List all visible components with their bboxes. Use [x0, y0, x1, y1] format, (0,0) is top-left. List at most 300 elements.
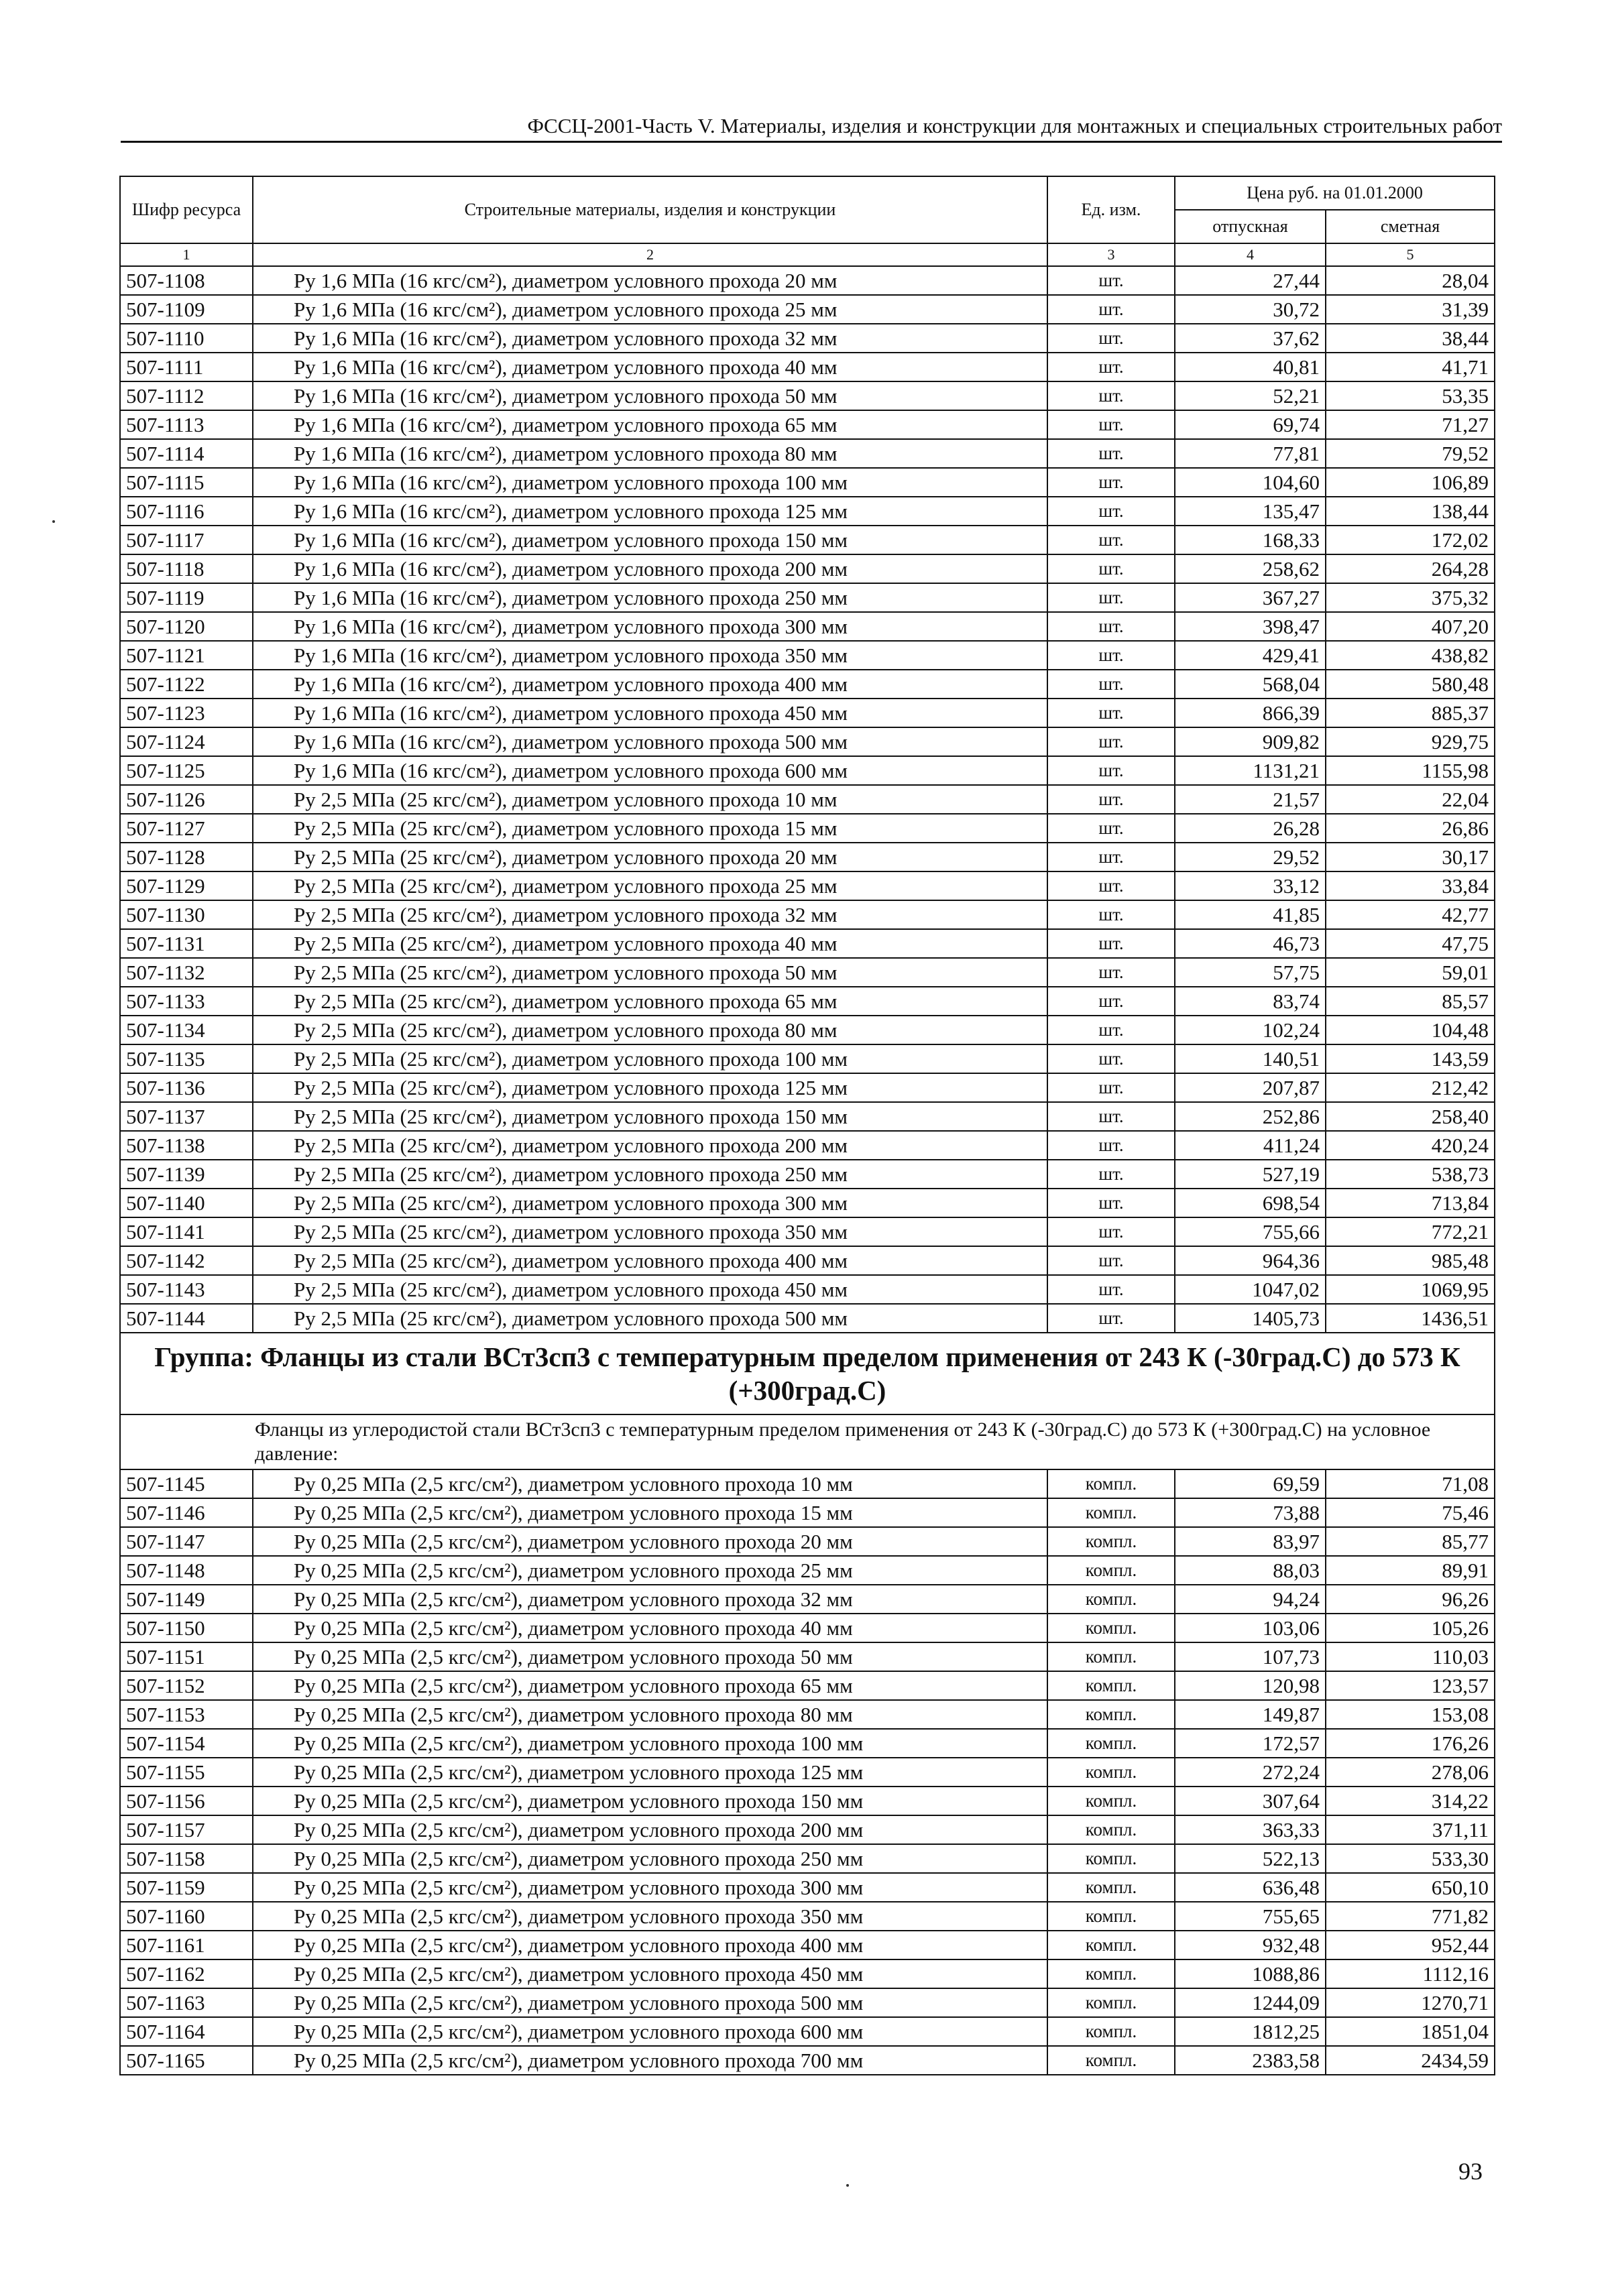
estimate-price: 47,75	[1326, 929, 1495, 958]
column-number-row	[120, 243, 1495, 266]
resource-code: 507-1136	[120, 1073, 253, 1102]
table-row	[120, 929, 1495, 958]
table-row	[120, 526, 1495, 554]
item-description: Ру 0,25 МПа (2,5 кгс/см²), диаметром условного прохода 700 мм	[253, 2046, 1047, 2075]
table-row	[120, 1758, 1495, 1787]
unit-of-measure: шт.	[1047, 1304, 1175, 1333]
item-description: Ру 0,25 МПа (2,5 кгс/см²), диаметром условного прохода 32 мм	[253, 1585, 1047, 1614]
item-description: Ру 1,6 МПа (16 кгс/см²), диаметром условного прохода 250 мм	[253, 583, 1047, 612]
item-description: Ру 0,25 МПа (2,5 кгс/см²), диаметром условного прохода 250 мм	[253, 1844, 1047, 1873]
table-row	[120, 670, 1495, 699]
unit-of-measure: шт.	[1047, 641, 1175, 670]
estimate-price: 375,32	[1326, 583, 1495, 612]
wholesale-price: 307,64	[1175, 1787, 1326, 1815]
note-row	[120, 1414, 1495, 1469]
table-row	[120, 2017, 1495, 2046]
scan-speck	[52, 520, 55, 523]
unit-of-measure: шт.	[1047, 756, 1175, 785]
table-row	[120, 410, 1495, 439]
estimate-price: 96,26	[1326, 1585, 1495, 1614]
table-row	[120, 1498, 1495, 1527]
table-body-part1	[120, 266, 1495, 1333]
wholesale-price: 755,65	[1175, 1902, 1326, 1931]
unit-of-measure: шт.	[1047, 324, 1175, 353]
wholesale-price: 1405,73	[1175, 1304, 1326, 1333]
unit-of-measure: шт.	[1047, 1102, 1175, 1131]
wholesale-price: 83,74	[1175, 987, 1326, 1016]
price-table	[119, 176, 1495, 2075]
wholesale-price: 398,47	[1175, 612, 1326, 641]
resource-code: 507-1123	[120, 699, 253, 727]
table-row	[120, 1729, 1495, 1758]
estimate-price: 59,01	[1326, 958, 1495, 987]
estimate-price: 30,17	[1326, 843, 1495, 871]
resource-code: 507-1155	[120, 1758, 253, 1787]
group-note: Фланцы из углеродистой стали ВСт3сп3 с температурным пределом применения от 243 К (-30град.С) до 573 К (+300град.С) на условное давление:	[120, 1414, 1495, 1469]
item-description: Ру 0,25 МПа (2,5 кгс/см²), диаметром условного прохода 40 мм	[253, 1614, 1047, 1642]
unit-of-measure: компл.	[1047, 1844, 1175, 1873]
table-row	[120, 324, 1495, 353]
wholesale-price: 1812,25	[1175, 2017, 1326, 2046]
table-row	[120, 1189, 1495, 1217]
item-description: Ру 2,5 МПа (25 кгс/см²), диаметром условного прохода 10 мм	[253, 785, 1047, 814]
resource-code: 507-1124	[120, 727, 253, 756]
item-description: Ру 1,6 МПа (16 кгс/см²), диаметром условного прохода 450 мм	[253, 699, 1047, 727]
unit-of-measure: шт.	[1047, 612, 1175, 641]
item-description: Ру 2,5 МПа (25 кгс/см²), диаметром условного прохода 40 мм	[253, 929, 1047, 958]
resource-code: 507-1161	[120, 1931, 253, 1959]
wholesale-price: 40,81	[1175, 353, 1326, 381]
table-row	[120, 554, 1495, 583]
table-row	[120, 814, 1495, 843]
wholesale-price: 52,21	[1175, 381, 1326, 410]
resource-code: 507-1111	[120, 353, 253, 381]
item-description: Ру 1,6 МПа (16 кгс/см²), диаметром условного прохода 100 мм	[253, 468, 1047, 497]
unit-of-measure: шт.	[1047, 410, 1175, 439]
item-description: Ру 1,6 МПа (16 кгс/см²), диаметром условного прохода 200 мм	[253, 554, 1047, 583]
item-description: Ру 2,5 МПа (25 кгс/см²), диаметром условного прохода 450 мм	[253, 1275, 1047, 1304]
resource-code: 507-1153	[120, 1700, 253, 1729]
header-description: Строительные материалы, изделия и конструкции	[253, 176, 1047, 243]
resource-code: 507-1162	[120, 1959, 253, 1988]
table-row	[120, 727, 1495, 756]
wholesale-price: 1047,02	[1175, 1275, 1326, 1304]
wholesale-price: 172,57	[1175, 1729, 1326, 1758]
wholesale-price: 104,60	[1175, 468, 1326, 497]
wholesale-price: 411,24	[1175, 1131, 1326, 1160]
estimate-price: 79,52	[1326, 439, 1495, 468]
resource-code: 507-1148	[120, 1556, 253, 1585]
resource-code: 507-1158	[120, 1844, 253, 1873]
unit-of-measure: шт.	[1047, 699, 1175, 727]
resource-code: 507-1134	[120, 1016, 253, 1044]
estimate-price: 153,08	[1326, 1700, 1495, 1729]
group-title: Группа: Фланцы из стали ВСт3сп3 с температурным пределом применения от 243 К (-30град.С) до 573 К (+300град.С)	[120, 1333, 1495, 1414]
unit-of-measure: компл.	[1047, 1815, 1175, 1844]
resource-code: 507-1121	[120, 641, 253, 670]
table-row	[120, 1671, 1495, 1700]
wholesale-price: 698,54	[1175, 1189, 1326, 1217]
item-description: Ру 1,6 МПа (16 кгс/см²), диаметром условного прохода 125 мм	[253, 497, 1047, 526]
unit-of-measure: компл.	[1047, 1527, 1175, 1556]
item-description: Ру 0,25 МПа (2,5 кгс/см²), диаметром условного прохода 25 мм	[253, 1556, 1047, 1585]
table-row	[120, 1700, 1495, 1729]
estimate-price: 772,21	[1326, 1217, 1495, 1246]
unit-of-measure: компл.	[1047, 1556, 1175, 1585]
table-row	[120, 1016, 1495, 1044]
estimate-price: 929,75	[1326, 727, 1495, 756]
unit-of-measure: компл.	[1047, 1902, 1175, 1931]
resource-code: 507-1108	[120, 266, 253, 295]
wholesale-price: 258,62	[1175, 554, 1326, 583]
resource-code: 507-1135	[120, 1044, 253, 1073]
table-head	[120, 176, 1495, 266]
estimate-price: 22,04	[1326, 785, 1495, 814]
estimate-price: 33,84	[1326, 871, 1495, 900]
estimate-price: 278,06	[1326, 1758, 1495, 1787]
estimate-price: 53,35	[1326, 381, 1495, 410]
table-row	[120, 381, 1495, 410]
estimate-price: 42,77	[1326, 900, 1495, 929]
item-description: Ру 2,5 МПа (25 кгс/см²), диаметром условного прохода 32 мм	[253, 900, 1047, 929]
unit-of-measure: компл.	[1047, 1873, 1175, 1902]
estimate-price: 106,89	[1326, 468, 1495, 497]
wholesale-price: 522,13	[1175, 1844, 1326, 1873]
resource-code: 507-1126	[120, 785, 253, 814]
table-row	[120, 1073, 1495, 1102]
resource-code: 507-1154	[120, 1729, 253, 1758]
estimate-price: 885,37	[1326, 699, 1495, 727]
estimate-price: 105,26	[1326, 1614, 1495, 1642]
resource-code: 507-1117	[120, 526, 253, 554]
unit-of-measure: шт.	[1047, 497, 1175, 526]
unit-of-measure: шт.	[1047, 785, 1175, 814]
estimate-price: 71,08	[1326, 1469, 1495, 1498]
unit-of-measure: шт.	[1047, 1016, 1175, 1044]
estimate-price: 438,82	[1326, 641, 1495, 670]
estimate-price: 371,11	[1326, 1815, 1495, 1844]
wholesale-price: 69,59	[1175, 1469, 1326, 1498]
wholesale-price: 103,06	[1175, 1614, 1326, 1642]
unit-of-measure: шт.	[1047, 1131, 1175, 1160]
resource-code: 507-1127	[120, 814, 253, 843]
unit-of-measure: компл.	[1047, 1931, 1175, 1959]
resource-code: 507-1132	[120, 958, 253, 987]
unit-of-measure: шт.	[1047, 295, 1175, 324]
estimate-price: 580,48	[1326, 670, 1495, 699]
item-description: Ру 1,6 МПа (16 кгс/см²), диаметром условного прохода 400 мм	[253, 670, 1047, 699]
item-description: Ру 2,5 МПа (25 кгс/см²), диаметром условного прохода 15 мм	[253, 814, 1047, 843]
resource-code: 507-1119	[120, 583, 253, 612]
unit-of-measure: шт.	[1047, 843, 1175, 871]
estimate-price: 85,77	[1326, 1527, 1495, 1556]
group-row	[120, 1333, 1495, 1414]
resource-code: 507-1125	[120, 756, 253, 785]
unit-of-measure: компл.	[1047, 1585, 1175, 1614]
unit-of-measure: шт.	[1047, 1189, 1175, 1217]
unit-of-measure: шт.	[1047, 1073, 1175, 1102]
wholesale-price: 964,36	[1175, 1246, 1326, 1275]
estimate-price: 771,82	[1326, 1902, 1495, 1931]
resource-code: 507-1159	[120, 1873, 253, 1902]
estimate-price: 258,40	[1326, 1102, 1495, 1131]
resource-code: 507-1149	[120, 1585, 253, 1614]
resource-code: 507-1163	[120, 1988, 253, 2017]
item-description: Ру 0,25 МПа (2,5 кгс/см²), диаметром условного прохода 50 мм	[253, 1642, 1047, 1671]
resource-code: 507-1122	[120, 670, 253, 699]
unit-of-measure: компл.	[1047, 1700, 1175, 1729]
resource-code: 507-1120	[120, 612, 253, 641]
item-description: Ру 1,6 МПа (16 кгс/см²), диаметром условного прохода 150 мм	[253, 526, 1047, 554]
item-description: Ру 2,5 МПа (25 кгс/см²), диаметром условного прохода 250 мм	[253, 1160, 1047, 1189]
resource-code: 507-1147	[120, 1527, 253, 1556]
wholesale-price: 135,47	[1175, 497, 1326, 526]
wholesale-price: 88,03	[1175, 1556, 1326, 1585]
item-description: Ру 0,25 МПа (2,5 кгс/см²), диаметром условного прохода 150 мм	[253, 1787, 1047, 1815]
wholesale-price: 46,73	[1175, 929, 1326, 958]
item-description: Ру 0,25 МПа (2,5 кгс/см²), диаметром условного прохода 125 мм	[253, 1758, 1047, 1787]
estimate-price: 41,71	[1326, 353, 1495, 381]
item-description: Ру 2,5 МПа (25 кгс/см²), диаметром условного прохода 300 мм	[253, 1189, 1047, 1217]
table-row	[120, 1585, 1495, 1614]
estimate-price: 407,20	[1326, 612, 1495, 641]
resource-code: 507-1130	[120, 900, 253, 929]
table-row	[120, 1642, 1495, 1671]
unit-of-measure: компл.	[1047, 2017, 1175, 2046]
estimate-price: 38,44	[1326, 324, 1495, 353]
item-description: Ру 1,6 МПа (16 кгс/см²), диаметром условного прохода 25 мм	[253, 295, 1047, 324]
resource-code: 507-1160	[120, 1902, 253, 1931]
estimate-price: 89,91	[1326, 1556, 1495, 1585]
wholesale-price: 26,28	[1175, 814, 1326, 843]
table-row	[120, 1304, 1495, 1333]
estimate-price: 1270,71	[1326, 1988, 1495, 2017]
item-description: Ру 1,6 МПа (16 кгс/см²), диаметром условного прохода 80 мм	[253, 439, 1047, 468]
table-row	[120, 468, 1495, 497]
estimate-price: 314,22	[1326, 1787, 1495, 1815]
wholesale-price: 27,44	[1175, 266, 1326, 295]
resource-code: 507-1150	[120, 1614, 253, 1642]
wholesale-price: 69,74	[1175, 410, 1326, 439]
table-row	[120, 295, 1495, 324]
wholesale-price: 21,57	[1175, 785, 1326, 814]
estimate-price: 26,86	[1326, 814, 1495, 843]
wholesale-price: 568,04	[1175, 670, 1326, 699]
wholesale-price: 909,82	[1175, 727, 1326, 756]
col-number: 5	[1326, 243, 1495, 266]
table-row	[120, 353, 1495, 381]
wholesale-price: 636,48	[1175, 1873, 1326, 1902]
wholesale-price: 29,52	[1175, 843, 1326, 871]
unit-of-measure: шт.	[1047, 900, 1175, 929]
wholesale-price: 73,88	[1175, 1498, 1326, 1527]
unit-of-measure: шт.	[1047, 1246, 1175, 1275]
resource-code: 507-1133	[120, 987, 253, 1016]
resource-code: 507-1146	[120, 1498, 253, 1527]
item-description: Ру 2,5 МПа (25 кгс/см²), диаметром условного прохода 20 мм	[253, 843, 1047, 871]
estimate-price: 420,24	[1326, 1131, 1495, 1160]
estimate-price: 104,48	[1326, 1016, 1495, 1044]
estimate-price: 143,59	[1326, 1044, 1495, 1073]
wholesale-price: 41,85	[1175, 900, 1326, 929]
wholesale-price: 37,62	[1175, 324, 1326, 353]
estimate-price: 264,28	[1326, 554, 1495, 583]
item-description: Ру 0,25 МПа (2,5 кгс/см²), диаметром условного прохода 200 мм	[253, 1815, 1047, 1844]
wholesale-price: 83,97	[1175, 1527, 1326, 1556]
wholesale-price: 363,33	[1175, 1815, 1326, 1844]
wholesale-price: 33,12	[1175, 871, 1326, 900]
resource-code: 507-1115	[120, 468, 253, 497]
unit-of-measure: шт.	[1047, 727, 1175, 756]
wholesale-price: 527,19	[1175, 1160, 1326, 1189]
item-description: Ру 1,6 МПа (16 кгс/см²), диаметром условного прохода 32 мм	[253, 324, 1047, 353]
wholesale-price: 30,72	[1175, 295, 1326, 324]
resource-code: 507-1113	[120, 410, 253, 439]
resource-code: 507-1164	[120, 2017, 253, 2046]
estimate-price: 533,30	[1326, 1844, 1495, 1873]
unit-of-measure: шт.	[1047, 353, 1175, 381]
unit-of-measure: шт.	[1047, 871, 1175, 900]
item-description: Ру 1,6 МПа (16 кгс/см²), диаметром условного прохода 40 мм	[253, 353, 1047, 381]
wholesale-price: 429,41	[1175, 641, 1326, 670]
table-row	[120, 1131, 1495, 1160]
unit-of-measure: шт.	[1047, 439, 1175, 468]
item-description: Ру 0,25 МПа (2,5 кгс/см²), диаметром условного прохода 80 мм	[253, 1700, 1047, 1729]
item-description: Ру 0,25 МПа (2,5 кгс/см²), диаметром условного прохода 600 мм	[253, 2017, 1047, 2046]
wholesale-price: 94,24	[1175, 1585, 1326, 1614]
unit-of-measure: шт.	[1047, 929, 1175, 958]
wholesale-price: 2383,58	[1175, 2046, 1326, 2075]
page-number: 93	[1458, 2158, 1483, 2185]
resource-code: 507-1156	[120, 1787, 253, 1815]
item-description: Ру 2,5 МПа (25 кгс/см²), диаметром условного прохода 80 мм	[253, 1016, 1047, 1044]
unit-of-measure: шт.	[1047, 583, 1175, 612]
wholesale-price: 120,98	[1175, 1671, 1326, 1700]
unit-of-measure: шт.	[1047, 554, 1175, 583]
table-row	[120, 2046, 1495, 2075]
unit-of-measure: компл.	[1047, 1671, 1175, 1700]
estimate-price: 713,84	[1326, 1189, 1495, 1217]
resource-code: 507-1152	[120, 1671, 253, 1700]
item-description: Ру 0,25 МПа (2,5 кгс/см²), диаметром условного прохода 10 мм	[253, 1469, 1047, 1498]
resource-code: 507-1140	[120, 1189, 253, 1217]
unit-of-measure: шт.	[1047, 814, 1175, 843]
unit-of-measure: шт.	[1047, 958, 1175, 987]
table-row	[120, 1931, 1495, 1959]
resource-code: 507-1138	[120, 1131, 253, 1160]
col-number: 1	[120, 243, 253, 266]
unit-of-measure: шт.	[1047, 1275, 1175, 1304]
header-code: Шифр ресурса	[120, 176, 253, 243]
item-description: Ру 2,5 МПа (25 кгс/см²), диаметром условного прохода 50 мм	[253, 958, 1047, 987]
header-price-group: Цена руб. на 01.01.2000	[1175, 176, 1495, 210]
unit-of-measure: шт.	[1047, 381, 1175, 410]
wholesale-price: 57,75	[1175, 958, 1326, 987]
unit-of-measure: шт.	[1047, 987, 1175, 1016]
estimate-price: 85,57	[1326, 987, 1495, 1016]
estimate-price: 650,10	[1326, 1873, 1495, 1902]
unit-of-measure: шт.	[1047, 266, 1175, 295]
unit-of-measure: шт.	[1047, 468, 1175, 497]
unit-of-measure: компл.	[1047, 1614, 1175, 1642]
estimate-price: 2434,59	[1326, 2046, 1495, 2075]
table-row	[120, 497, 1495, 526]
item-description: Ру 0,25 МПа (2,5 кгс/см²), диаметром условного прохода 450 мм	[253, 1959, 1047, 1988]
estimate-price: 538,73	[1326, 1160, 1495, 1189]
table-row	[120, 1844, 1495, 1873]
col-number: 3	[1047, 243, 1175, 266]
unit-of-measure: шт.	[1047, 670, 1175, 699]
unit-of-measure: компл.	[1047, 1498, 1175, 1527]
unit-of-measure: компл.	[1047, 1758, 1175, 1787]
item-description: Ру 0,25 МПа (2,5 кгс/см²), диаметром условного прохода 350 мм	[253, 1902, 1047, 1931]
table-row	[120, 583, 1495, 612]
wholesale-price: 252,86	[1175, 1102, 1326, 1131]
col-number: 2	[253, 243, 1047, 266]
resource-code: 507-1144	[120, 1304, 253, 1333]
estimate-price: 176,26	[1326, 1729, 1495, 1758]
unit-of-measure: компл.	[1047, 2046, 1175, 2075]
resource-code: 507-1109	[120, 295, 253, 324]
resource-code: 507-1116	[120, 497, 253, 526]
estimate-price: 1851,04	[1326, 2017, 1495, 2046]
resource-code: 507-1131	[120, 929, 253, 958]
table-body-part2	[120, 1469, 1495, 2075]
wholesale-price: 1131,21	[1175, 756, 1326, 785]
table-row	[120, 612, 1495, 641]
table-row	[120, 1959, 1495, 1988]
table-row	[120, 1787, 1495, 1815]
estimate-price: 172,02	[1326, 526, 1495, 554]
estimate-price: 1069,95	[1326, 1275, 1495, 1304]
estimate-price: 1112,16	[1326, 1959, 1495, 1988]
table-row	[120, 785, 1495, 814]
table-row	[120, 439, 1495, 468]
resource-code: 507-1141	[120, 1217, 253, 1246]
wholesale-price: 367,27	[1175, 583, 1326, 612]
item-description: Ру 0,25 МПа (2,5 кгс/см²), диаметром условного прохода 100 мм	[253, 1729, 1047, 1758]
table-row	[120, 1160, 1495, 1189]
item-description: Ру 0,25 МПа (2,5 кгс/см²), диаметром условного прохода 65 мм	[253, 1671, 1047, 1700]
resource-code: 507-1142	[120, 1246, 253, 1275]
unit-of-measure: шт.	[1047, 1160, 1175, 1189]
col-number: 4	[1175, 243, 1326, 266]
wholesale-price: 866,39	[1175, 699, 1326, 727]
resource-code: 507-1143	[120, 1275, 253, 1304]
item-description: Ру 1,6 МПа (16 кгс/см²), диаметром условного прохода 65 мм	[253, 410, 1047, 439]
resource-code: 507-1110	[120, 324, 253, 353]
item-description: Ру 1,6 МПа (16 кгс/см²), диаметром условного прохода 300 мм	[253, 612, 1047, 641]
wholesale-price: 272,24	[1175, 1758, 1326, 1787]
unit-of-measure: шт.	[1047, 526, 1175, 554]
resource-code: 507-1128	[120, 843, 253, 871]
estimate-price: 75,46	[1326, 1498, 1495, 1527]
resource-code: 507-1139	[120, 1160, 253, 1189]
wholesale-price: 149,87	[1175, 1700, 1326, 1729]
resource-code: 507-1129	[120, 871, 253, 900]
resource-code: 507-1157	[120, 1815, 253, 1844]
unit-of-measure: компл.	[1047, 1959, 1175, 1988]
table-row	[120, 1988, 1495, 2017]
estimate-price: 138,44	[1326, 497, 1495, 526]
estimate-price: 985,48	[1326, 1246, 1495, 1275]
table-row	[120, 1469, 1495, 1498]
estimate-price: 31,39	[1326, 295, 1495, 324]
resource-code: 507-1137	[120, 1102, 253, 1131]
estimate-price: 1155,98	[1326, 756, 1495, 785]
unit-of-measure: компл.	[1047, 1469, 1175, 1498]
item-description: Ру 0,25 МПа (2,5 кгс/см²), диаметром условного прохода 20 мм	[253, 1527, 1047, 1556]
